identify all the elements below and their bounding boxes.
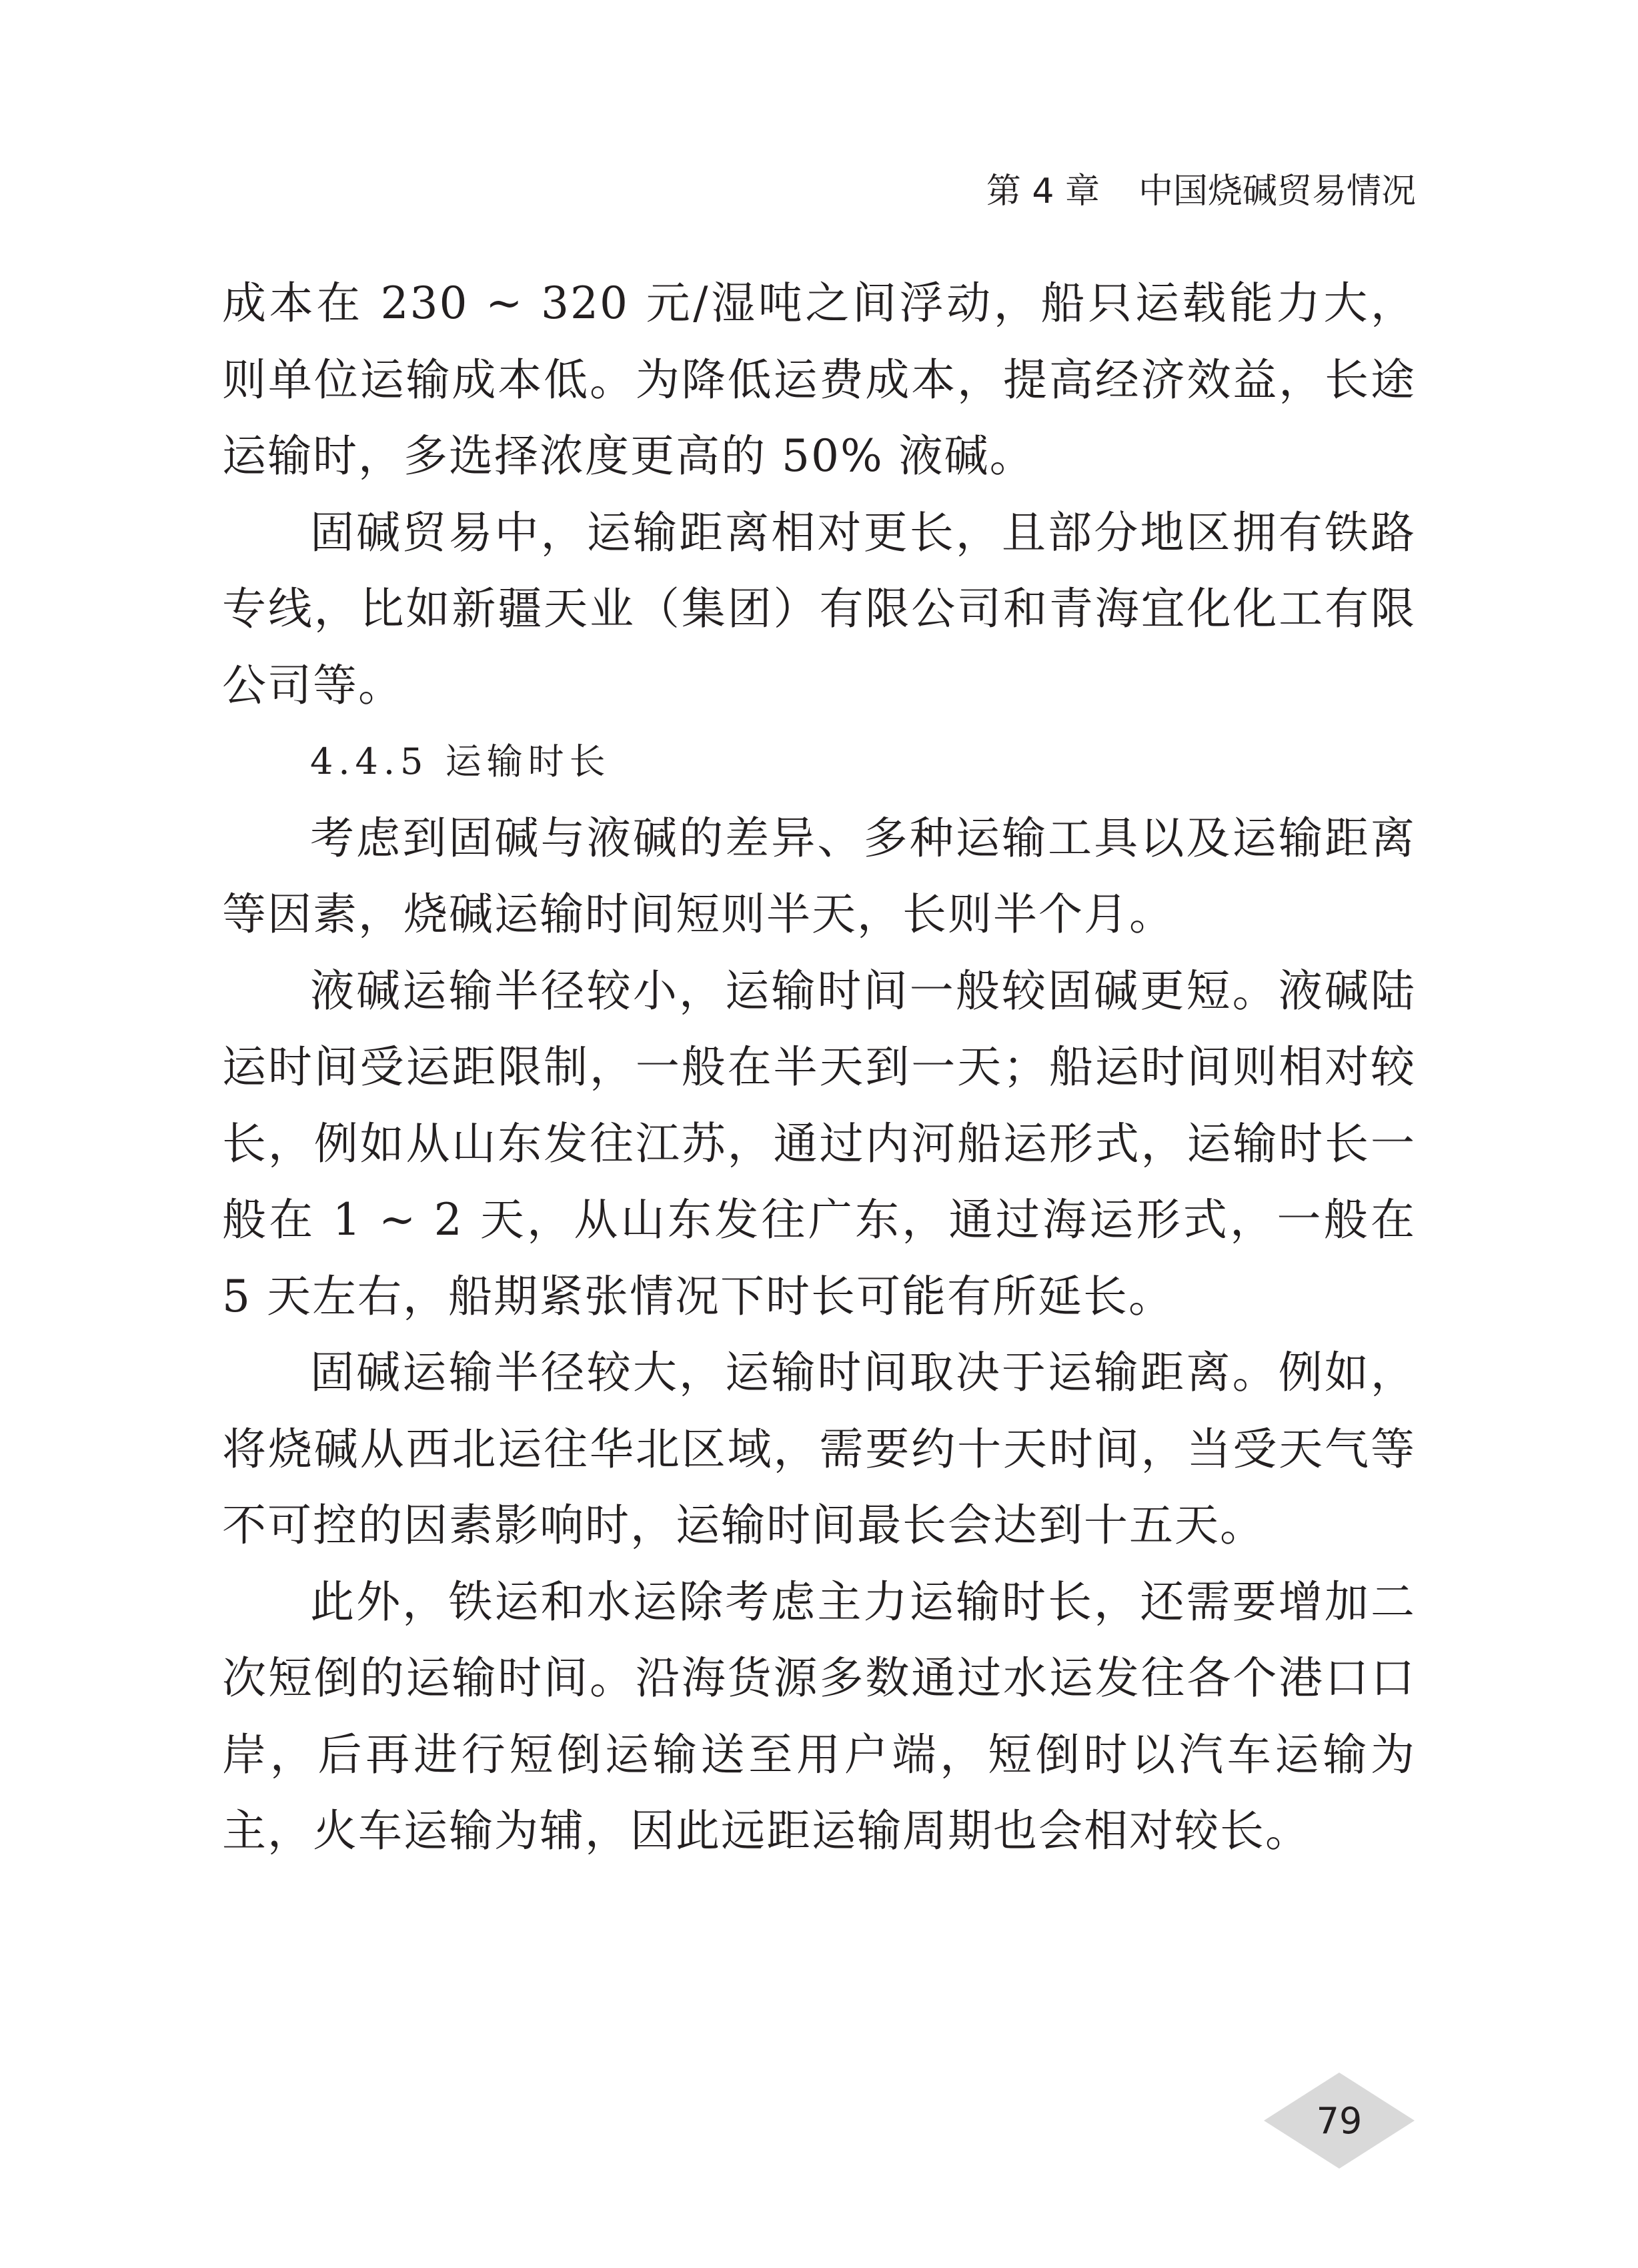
paragraph: 液碱运输半径较小，运输时间一般较固碱更短。液碱陆运时间受运距限制，一般在半天到一天；船运时间则相对较长，例如从山东发往江苏，通过内河船运形式，运输时长一般在 1 ~ 2 天，从山东发往广东，通过海运形式，一般在 5 天左右，船期紧张情况下时长可能有所延长。: [222, 965, 1416, 1322]
text-body: [222, 265, 1416, 1870]
chapter-number: 第 4 章: [986, 171, 1100, 211]
page-number-badge: [1263, 2071, 1416, 2170]
chapter-title: 中国烧碱贸易情况: [1138, 171, 1416, 211]
paragraph: 此外，铁运和水运除考虑主力运输时长，还需要增加二次短倒的运输时间。沿海货源多数通过水运发往各个港口口岸，后再进行短倒运输送至用户端，短倒时以汽车运输为主，火车运输为辅，因此远距运输周期也会相对较长。: [222, 1576, 1416, 1856]
page-number: 79: [1316, 2099, 1363, 2142]
paragraph: 固碱运输半径较大，运输时间取决于运输距离。例如，将烧碱从西北运往华北区域，需要约十天时间，当受天气等不可控的因素影响时，运输时间最长会达到十五天。: [222, 1347, 1416, 1551]
paragraph: 固碱贸易中，运输距离相对更长，且部分地区拥有铁路专线，比如新疆天业（集团）有限公司和青海宜化化工有限公司等。: [222, 506, 1416, 711]
section-heading: 4.4.5 运输时长: [310, 740, 611, 782]
paragraph: 考虑到固碱与液碱的差异、多种运输工具以及运输距离等因素，烧碱运输时间短则半天，长则半个月。: [222, 812, 1416, 940]
paragraph-continued: 成本在 230 ~ 320 元/湿吨之间浮动，船只运载能力大，则单位运输成本低。为降低运费成本，提高经济效益，长途运输时，多选择浓度更高的 50% 液碱。: [222, 277, 1416, 482]
running-header: [986, 168, 1416, 220]
